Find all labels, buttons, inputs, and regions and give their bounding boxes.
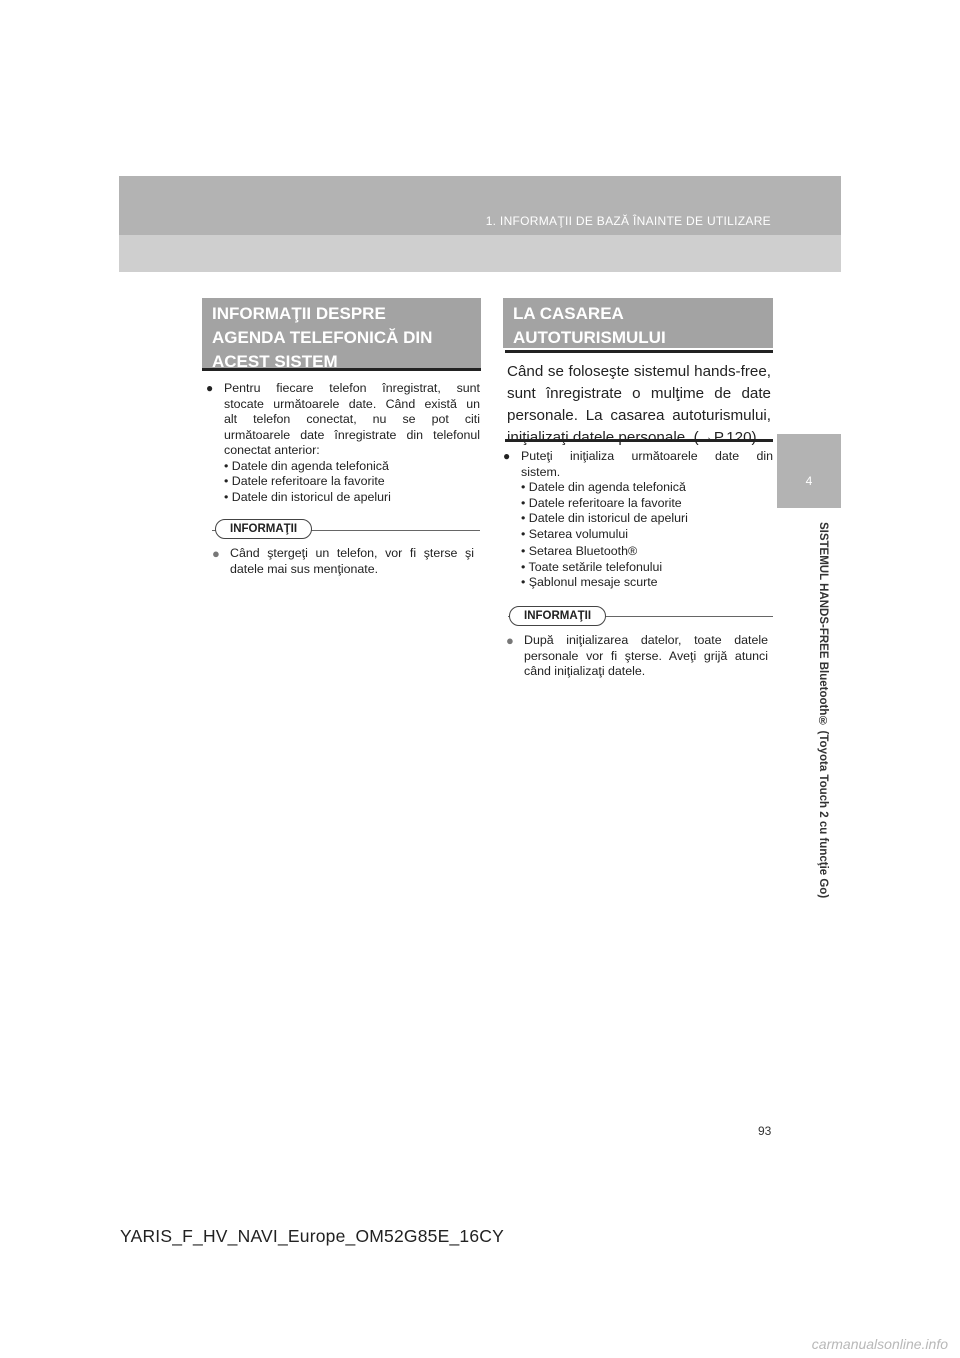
page-number: 93 [758, 1124, 772, 1138]
right-sub-item: • Toate setările telefonului [521, 559, 663, 574]
left-bullet-line: următoarele date înregistrate din telefonul [224, 427, 480, 442]
right-info-label: INFORMAŢII [509, 606, 606, 626]
left-bullet-line: alt telefon conectat, nu se pot citi [224, 412, 480, 426]
left-sub-item: • Datele din agenda telefonică [224, 458, 389, 473]
left-sub-item: • Datele referitoare la favorite [224, 474, 385, 488]
chapter-title-vertical: SISTEMUL HANDS-FREE Bluetooth® (Toyota Touch 2 cu funcţie Go) [817, 522, 829, 899]
left-section-heading [202, 298, 481, 371]
left-bullet-line: stocate următoarele date. Când există un [224, 396, 480, 411]
bullet-icon: ● [212, 546, 220, 561]
left-bullet-line: conectat anterior: [224, 443, 320, 457]
left-sub-item: • Datele din istoricul de apeluri [224, 489, 391, 504]
right-info-text [506, 633, 768, 680]
right-heading-line: AUTOTURISMULUI [513, 328, 666, 347]
left-bullet-line: Pentru fiecare telefon înregistrat, sunt [224, 381, 480, 395]
right-box-line: sunt înregistrate o mulţime de date [507, 385, 771, 402]
right-box-line: personale. La casarea autoturismului, [507, 407, 771, 424]
bullet-icon: ● [503, 449, 511, 463]
left-info-label: INFORMAŢII [215, 519, 312, 539]
right-info-line: când iniţializaţi datele. [524, 664, 646, 678]
left-heading-line: INFORMAŢII DESPRE [212, 304, 386, 323]
left-bullet [206, 381, 480, 505]
page-header [119, 176, 841, 272]
right-intro-box [505, 350, 773, 446]
right-bullet-line: Puteţi iniţializa următoarele date din [521, 449, 773, 463]
document-code: YARIS_F_HV_NAVI_Europe_OM52G85E_16CY [120, 1226, 504, 1246]
right-info-line: personale vor fi şterse. Aveţi grijă atunci [524, 648, 768, 663]
right-box-line: iniţializaţi datele personale. (→P.120) [507, 429, 757, 446]
bullet-icon: ● [506, 633, 514, 648]
right-section-heading [503, 298, 773, 348]
side-strip [777, 272, 841, 1018]
header-top-band [119, 176, 841, 235]
chapter-tab [777, 434, 841, 508]
right-bullet [503, 449, 773, 591]
left-info-text [212, 546, 474, 577]
right-sub-item: • Şablonul mesaje scurte [521, 575, 658, 589]
right-sub-item: • Datele referitoare la favorite [521, 495, 682, 510]
right-sub-item: • Datele din agenda telefonică [521, 480, 686, 494]
right-sub-item: • Setarea volumului [521, 526, 628, 541]
watermark: carmanualsonline.info [811, 1336, 948, 1352]
left-info-line: Când ştergeţi un telefon, vor fi şterse şi [230, 546, 474, 560]
bullet-icon: ● [206, 381, 214, 395]
left-info-line: datele mai sus menţionate. [230, 561, 379, 576]
right-bullet-line: sistem. [521, 464, 561, 479]
right-sub-item: • Setarea Bluetooth® [521, 544, 638, 558]
right-heading-line: LA CASAREA [513, 304, 624, 323]
left-heading-line: ACEST SISTEM [212, 352, 338, 371]
header-title: 1. INFORMAŢII DE BAZĂ ÎNAINTE DE UTILIZARE [485, 214, 771, 228]
right-info-line: După iniţializarea datelor, toate datele [524, 633, 768, 647]
right-box-line: Când se foloseşte sistemul hands-free, [507, 363, 771, 380]
right-sub-item: • Datele din istoricul de apeluri [521, 511, 688, 525]
chapter-number: 4 [805, 474, 813, 488]
left-heading-line: AGENDA TELEFONICĂ DIN [212, 328, 433, 347]
